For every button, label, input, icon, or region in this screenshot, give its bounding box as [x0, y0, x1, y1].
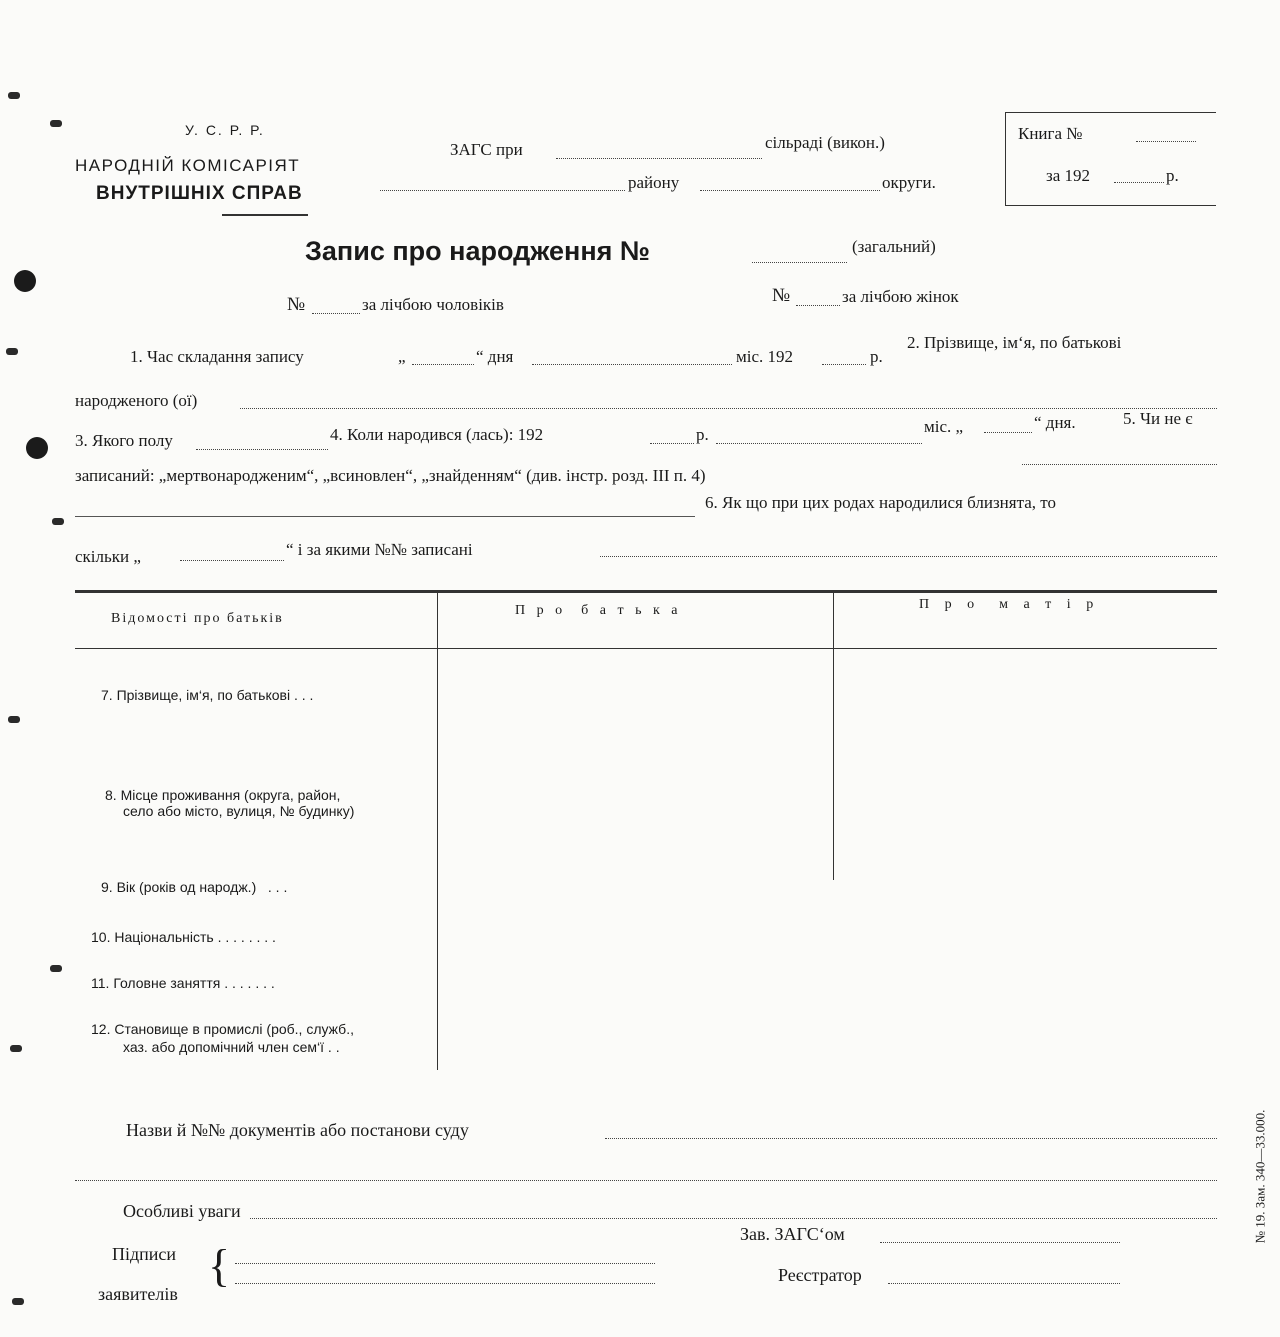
female-no: № — [772, 285, 791, 306]
row-12-status-2: хаз. або допомічний член сем‘ї . . — [123, 1039, 340, 1055]
q2-label: 2. Прізвище, ім‘я, по батькові — [907, 333, 1122, 352]
signatures-brace-icon: { — [208, 1240, 231, 1291]
q3-label: 3. Якого полу — [75, 431, 173, 450]
q1-year: міс. 192 — [736, 347, 794, 366]
female-count-label: за лічбою жінок — [842, 287, 959, 306]
book-year-blank — [1114, 182, 1164, 183]
q4-yr: р. — [696, 425, 709, 444]
col-parents-info: Відомості про батьків — [111, 611, 284, 626]
registrar-label: Реєстратор — [778, 1265, 862, 1285]
book-label: Книга № — [1018, 124, 1083, 143]
book-year-prefix: за 192 — [1046, 166, 1091, 185]
row-9-age: 9. Вік (років од народж.) . . . — [101, 879, 288, 895]
book-box — [1005, 112, 1216, 206]
table-top-rule — [75, 590, 1217, 593]
q1-month-blank — [532, 364, 732, 365]
head-label: Зав. ЗАГС‘ом — [740, 1224, 845, 1244]
sign-blank-2 — [235, 1283, 655, 1284]
twins-line — [75, 516, 695, 517]
edge-mark — [6, 348, 18, 355]
commissariat-line1: НАРОДНІЙ КОМІСАРІЯТ — [75, 156, 301, 175]
district-blank — [380, 190, 625, 191]
notes-label: Особливі уваги — [123, 1201, 241, 1221]
q5-options: записаний: „мертвонародженим“, „всиновлен“, „знайденням“ (див. інстр. розд. III п. 4) — [75, 466, 706, 485]
q6-numbers-blank — [600, 556, 1217, 557]
row-11-occupation: 11. Головне заняття . . . . . . . — [91, 975, 275, 991]
docs-blank-2 — [75, 1180, 1217, 1181]
punch-hole — [26, 437, 48, 459]
okruh-blank — [700, 190, 880, 191]
q1-label: 1. Час складання запису — [130, 347, 304, 366]
commissariat-line2: ВНУТРІШНІХ СПРАВ — [96, 183, 303, 204]
q1-quote-open: „ — [398, 347, 406, 366]
zags-prefix: ЗАГС при — [450, 140, 523, 159]
edge-mark — [52, 518, 64, 525]
sign-blank-1 — [235, 1263, 655, 1264]
q1-day-blank — [412, 364, 474, 365]
zags-blank — [556, 158, 762, 159]
newborn-label: народженого (ої) — [75, 391, 198, 410]
parents-table — [75, 590, 1217, 1070]
edge-mark — [8, 716, 20, 723]
col-mother: П р о м а т і р — [919, 597, 1100, 612]
q4-day-blank — [984, 432, 1032, 433]
row-8-residence-2: село або місто, вулиця, № будинку) — [123, 803, 355, 819]
signatures-label-2: заявителів — [98, 1284, 178, 1304]
docs-label: Назви й №№ документів або постанови суду — [126, 1120, 469, 1140]
zags-council: сільраді (викон.) — [765, 133, 885, 152]
edge-mark — [10, 1045, 22, 1052]
male-no: № — [287, 294, 306, 315]
okruh-label: округи. — [882, 173, 936, 192]
q4-month-blank — [716, 443, 922, 444]
q1-year-blank — [822, 364, 866, 365]
record-number-blank — [752, 262, 847, 263]
record-general: (загальний) — [852, 237, 936, 256]
district-label: району — [628, 173, 680, 192]
male-count-blank — [312, 313, 360, 314]
table-col-divider-2 — [833, 590, 834, 880]
table-col-divider-1 — [437, 590, 438, 1070]
edge-mark — [12, 1298, 24, 1305]
book-blank — [1136, 141, 1196, 142]
edge-mark — [50, 120, 62, 127]
col-father: П р о б а т ь к а — [515, 603, 682, 618]
q6-numbers-label: “ і за якими №№ записані — [286, 540, 473, 559]
newborn-blank — [240, 408, 1217, 409]
ussr-label: У. С. Р. Р. — [185, 122, 265, 138]
q1-day: “ дня — [476, 347, 514, 366]
head-blank — [880, 1242, 1120, 1243]
record-title: Запис про народження № — [305, 236, 651, 266]
book-year-suffix: р. — [1166, 166, 1179, 185]
q4-day: “ дня. — [1034, 413, 1076, 432]
q4-month: міс. „ — [924, 417, 964, 436]
side-print-code: № 19. Зам. 340—33.000. — [1252, 1109, 1268, 1244]
q4-year-blank — [650, 443, 694, 444]
edge-mark — [8, 92, 20, 99]
q3-sex-blank — [196, 449, 328, 450]
registrar-blank — [888, 1283, 1120, 1284]
row-12-status-1: 12. Становище в промислі (роб., служб., — [91, 1021, 354, 1037]
signatures-label-1: Підписи — [112, 1244, 177, 1264]
female-count-blank — [796, 305, 840, 306]
male-count-label: за лічбою чоловіків — [362, 295, 504, 314]
table-header-rule — [75, 648, 1217, 649]
notes-blank — [250, 1218, 1217, 1219]
header-underline — [222, 214, 308, 216]
row-7-name: 7. Прізвище, ім‘я, по батькові . . . — [101, 687, 314, 703]
row-10-nationality: 10. Національність . . . . . . . . — [91, 929, 276, 945]
q4-label: 4. Коли народився (лась): 192 — [330, 425, 544, 444]
row-8-residence-1: 8. Місце проживання (округа, район, — [105, 787, 341, 803]
q1-yr: р. — [870, 347, 883, 366]
docs-blank-1 — [605, 1138, 1217, 1139]
q5-label: 5. Чи не є — [1123, 409, 1193, 428]
q6-label: 6. Як що при цих родах народилися близнята, то — [705, 493, 1056, 512]
punch-hole — [14, 270, 36, 292]
edge-mark — [50, 965, 62, 972]
q6-count-blank — [180, 560, 284, 561]
q6-count-label: скільки „ — [75, 547, 141, 566]
q5-blank — [1022, 464, 1217, 465]
